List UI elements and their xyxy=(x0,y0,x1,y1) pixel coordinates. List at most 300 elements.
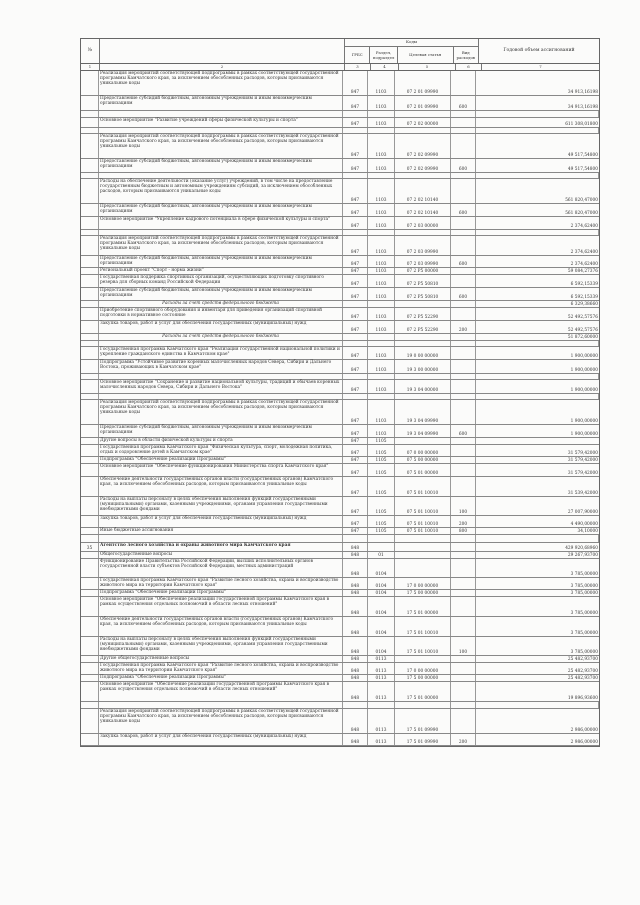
row-section xyxy=(368,535,395,542)
row-target: 19 3 04 00000 xyxy=(395,380,451,393)
row-name: Основное мероприятие "Обеспечение реализации государственной программы Камчатского края в рамках осуществления отдельных полномочий в области лесных отношений" xyxy=(99,597,343,616)
row-grbs: 847 xyxy=(343,308,368,320)
row-vid: 200 xyxy=(451,734,476,745)
row-number xyxy=(81,734,99,745)
row-target: 07 2 03 09990 xyxy=(395,256,451,267)
row-target: 07 2 P5 00000 xyxy=(395,268,451,274)
table-row xyxy=(81,438,599,445)
table-row xyxy=(81,464,599,477)
row-amount: 59 084,27376 xyxy=(567,268,598,274)
row-target: 07 2 02 00000 xyxy=(395,118,451,127)
row-vid xyxy=(451,656,476,662)
row-name: Реализация мероприятий соответствующей подпрограммы в рамках соответствующей государственной программы Камчатского края, за исключением обособленных расходов, которым присваиваются уникальные коды xyxy=(99,709,343,733)
row-amount: 1 900,00000 xyxy=(570,431,598,437)
table-row xyxy=(81,321,599,334)
row-amount xyxy=(476,111,599,117)
row-number xyxy=(81,217,99,229)
table-row xyxy=(81,71,599,96)
row-vid xyxy=(451,71,476,95)
row-grbs xyxy=(343,374,368,379)
row-target: 07 2 03 09990 xyxy=(395,236,451,255)
row-amount: 2 374,62400 xyxy=(570,249,598,255)
row-amount: 29 267,93700 xyxy=(567,552,598,558)
table-row xyxy=(81,179,599,204)
row-vid xyxy=(451,179,476,203)
row-number xyxy=(81,374,99,379)
table-row xyxy=(81,275,599,288)
row-number xyxy=(81,438,99,444)
row-number xyxy=(81,709,99,733)
row-amount: 52 492,57576 xyxy=(567,314,598,320)
row-amount: 3 785,00000 xyxy=(570,583,598,589)
row-grbs: 847 xyxy=(343,159,368,172)
table-row xyxy=(81,663,599,675)
row-name: Предоставление субсидий бюджетным, автономным учреждениям и иным некоммерческим организациям xyxy=(99,425,343,437)
table-row xyxy=(81,111,599,118)
row-section: 1103 xyxy=(368,347,395,359)
row-amount xyxy=(476,374,599,379)
row-amount: 34 913,16198 xyxy=(567,104,598,110)
row-grbs: 847 xyxy=(343,288,368,300)
row-grbs: 847 xyxy=(343,445,368,456)
row-vid xyxy=(451,217,476,229)
col-index: 3 xyxy=(345,64,371,70)
row-vid: 600 xyxy=(451,425,476,437)
row-target: 07 5 01 00000 xyxy=(395,464,451,476)
row-grbs: 848 xyxy=(343,617,368,636)
row-vid: 600 xyxy=(451,288,476,300)
row-name: Предоставление субсидий бюджетным, автономным учреждениям и иным некоммерческим организациям xyxy=(99,96,343,110)
row-number xyxy=(81,597,99,616)
row-target: 07 5 00 00000 xyxy=(395,457,451,463)
row-vid xyxy=(451,400,476,424)
table-row xyxy=(81,334,599,341)
row-number xyxy=(81,497,99,515)
row-grbs: 847 xyxy=(343,321,368,333)
row-vid xyxy=(451,438,476,444)
row-name xyxy=(99,111,343,117)
row-amount xyxy=(476,128,599,133)
row-target xyxy=(395,173,451,178)
row-name: Государственная программа Камчатского края "Развитие лесного хозяйства, охрана и воспроизводство животного мира на территории Камчатского края" xyxy=(99,578,343,589)
col-index: 5 xyxy=(399,64,456,70)
row-grbs xyxy=(343,111,368,117)
row-target: 19 3 00 00000 xyxy=(395,360,451,373)
row-section xyxy=(368,702,395,708)
row-grbs: 848 xyxy=(343,559,368,577)
table-row xyxy=(81,590,599,597)
row-section: 1105 xyxy=(368,438,395,444)
row-target xyxy=(395,552,451,558)
table-row xyxy=(81,301,599,308)
row-target: 07 2 02 10140 xyxy=(395,204,451,216)
row-vid xyxy=(451,675,476,681)
row-amount: 1 900,00000 xyxy=(570,367,598,373)
row-grbs: 847 xyxy=(343,516,368,527)
row-target xyxy=(395,128,451,133)
row-grbs xyxy=(343,128,368,133)
row-grbs: 847 xyxy=(343,360,368,373)
table-row xyxy=(81,288,599,301)
row-number xyxy=(81,445,99,456)
table-header xyxy=(81,39,599,64)
row-name: Основное мероприятие "Сохранение и развитие национальной культуры, традиций и обычаев коренных малочисленных народов Севера, Сибири и Дальнего Востока" xyxy=(99,380,343,393)
table-row xyxy=(81,617,599,637)
row-amount xyxy=(476,230,599,235)
row-section: 1103 xyxy=(368,380,395,393)
row-grbs: 847 xyxy=(343,204,368,216)
row-grbs: 848 xyxy=(343,590,368,596)
row-grbs xyxy=(343,702,368,708)
row-grbs: 847 xyxy=(343,528,368,534)
row-amount: 49 517,54800 xyxy=(567,166,598,172)
row-section: 1103 xyxy=(368,321,395,333)
row-number xyxy=(81,341,99,346)
row-target: 07 2 P5 52290 xyxy=(395,321,451,333)
row-grbs: 848 xyxy=(343,597,368,616)
row-target xyxy=(395,111,451,117)
table-row xyxy=(81,682,599,702)
row-amount: 51 872,60000 xyxy=(567,334,598,340)
row-section: 0113 xyxy=(368,709,395,733)
row-target: 17 5 01 00000 xyxy=(395,682,451,701)
table-row xyxy=(81,734,599,746)
row-section xyxy=(368,111,395,117)
row-name: Основное мероприятие "Развитие учреждений сферы физической культуры и спорта" xyxy=(99,118,343,127)
row-section: 0104 xyxy=(368,637,395,655)
row-section xyxy=(368,230,395,235)
row-target: 07 2 01 09990 xyxy=(395,96,451,110)
column-index-row xyxy=(81,64,599,71)
row-section: 0104 xyxy=(368,590,395,596)
table-row xyxy=(81,268,599,275)
row-section xyxy=(368,394,395,399)
table-row xyxy=(81,702,599,709)
row-target: 07 2 P5 50810 xyxy=(395,275,451,287)
row-amount: 6 592,15339 xyxy=(570,294,598,300)
row-section: 0113 xyxy=(368,682,395,701)
row-section: 0113 xyxy=(368,734,395,745)
row-amount: 2 986,00000 xyxy=(570,727,598,733)
row-number xyxy=(81,675,99,681)
row-number xyxy=(81,308,99,320)
row-number: 35 xyxy=(81,543,99,551)
row-grbs xyxy=(343,394,368,399)
row-name: Обеспечение деятельности государственных органов власти (государственных органов) Камчатского края, за исключением обособленных расходов, которым присваиваются уникальные коды xyxy=(99,617,343,636)
row-grbs: 848 xyxy=(343,675,368,681)
row-name: Приобретение спортивного оборудования и инвентаря для приведения организаций спортивной подготовки в нормативное состояние xyxy=(99,308,343,320)
row-grbs xyxy=(343,535,368,542)
row-target: 17 5 01 10010 xyxy=(395,637,451,655)
table-row xyxy=(81,360,599,374)
row-section: 1103 xyxy=(368,268,395,274)
row-name xyxy=(99,374,343,379)
row-target xyxy=(395,559,451,577)
row-section: 0113 xyxy=(368,663,395,674)
row-grbs xyxy=(343,301,368,307)
row-amount: 611 308,01800 xyxy=(565,121,598,127)
row-name: Реализация мероприятий соответствующей подпрограммы в рамках соответствующей государственной программы Камчатского края, за исключением обособленных расходов, которым присваиваются уникальные коды xyxy=(99,400,343,424)
row-target xyxy=(395,341,451,346)
row-vid xyxy=(451,230,476,235)
row-section: 1103 xyxy=(368,360,395,373)
row-vid: 100 xyxy=(451,637,476,655)
col-vid-header: Вид расходов xyxy=(456,49,476,60)
row-number xyxy=(81,360,99,373)
row-name: Иные бюджетные ассигнования xyxy=(99,528,343,534)
row-name: Государственная программа Камчатского края "Развитие лесного хозяйства, охрана и воспроизводство животного мира на территории Камчатского края" xyxy=(99,663,343,674)
row-name: Подпрограмма "Обеспечение реализации Программы" xyxy=(99,457,343,463)
row-grbs: 847 xyxy=(343,275,368,287)
row-vid: 600 xyxy=(451,256,476,267)
row-grbs: 847 xyxy=(343,217,368,229)
row-vid xyxy=(451,334,476,340)
table-row xyxy=(81,543,599,552)
row-amount: 25 482,93700 xyxy=(567,656,598,662)
row-vid xyxy=(451,360,476,373)
row-number xyxy=(81,702,99,708)
row-vid xyxy=(451,118,476,127)
table-row xyxy=(81,675,599,682)
row-section: 1105 xyxy=(368,477,395,496)
row-vid: 800 xyxy=(451,528,476,534)
row-target xyxy=(395,543,451,551)
row-section: 1105 xyxy=(368,445,395,456)
row-name: Подпрограмма "Обеспечение реализации Программы" xyxy=(99,590,343,596)
row-name: Закупка товаров, работ и услуг для обеспечения государственных (муниципальных) нужд xyxy=(99,734,343,745)
row-name xyxy=(99,173,343,178)
row-vid: 600 xyxy=(451,159,476,172)
codes-header: Коды xyxy=(345,39,478,47)
row-section: 0104 xyxy=(368,617,395,636)
row-section: 1103 xyxy=(368,179,395,203)
row-section: 01 xyxy=(368,552,395,558)
table-body xyxy=(81,71,599,746)
row-section: 0104 xyxy=(368,578,395,589)
row-number xyxy=(81,425,99,437)
row-amount: 34,10000 xyxy=(577,528,598,534)
row-number xyxy=(81,268,99,274)
col-number-header: № xyxy=(81,39,100,63)
table-row xyxy=(81,578,599,590)
table-row xyxy=(81,552,599,559)
row-section: 0104 xyxy=(368,559,395,577)
row-grbs: 847 xyxy=(343,256,368,267)
table-row xyxy=(81,637,599,656)
row-grbs: 848 xyxy=(343,734,368,745)
row-name: Подпрограмма "Обеспечение реализации Программы" xyxy=(99,675,343,681)
row-target: 19 0 00 00000 xyxy=(395,347,451,359)
row-grbs: 847 xyxy=(343,118,368,127)
row-section: 1103 xyxy=(368,71,395,95)
row-name: Другие вопросы в области физической культуры и спорта xyxy=(99,438,343,444)
row-vid xyxy=(451,464,476,476)
row-number xyxy=(81,535,99,542)
row-amount: 25 482,93700 xyxy=(567,668,598,674)
row-target: 07 2 02 09990 xyxy=(395,134,451,158)
row-vid: 600 xyxy=(451,204,476,216)
row-section xyxy=(368,374,395,379)
row-name: Основное мероприятие "Обеспечение функционирования Министерства спорта Камчатского края" xyxy=(99,464,343,476)
table-row xyxy=(81,445,599,457)
row-name: Расходы за счет средств федерального бюджета xyxy=(99,334,343,340)
row-section: 0104 xyxy=(368,597,395,616)
row-amount: 19 896,93600 xyxy=(567,695,598,701)
row-grbs: 847 xyxy=(343,464,368,476)
row-vid xyxy=(451,445,476,456)
table-row xyxy=(81,118,599,128)
row-section: 1105 xyxy=(368,457,395,463)
table-row xyxy=(81,709,599,734)
row-name: Предоставление субсидий бюджетным, автономным учреждениям и иным некоммерческим организациям xyxy=(99,204,343,216)
row-number xyxy=(81,477,99,496)
row-number xyxy=(81,617,99,636)
row-vid xyxy=(451,236,476,255)
row-number xyxy=(81,637,99,655)
row-grbs: 848 xyxy=(343,709,368,733)
row-number xyxy=(81,275,99,287)
table-row xyxy=(81,96,599,111)
table-row xyxy=(81,204,599,217)
table-row xyxy=(81,217,599,230)
row-number xyxy=(81,394,99,399)
row-vid xyxy=(451,134,476,158)
row-grbs: 847 xyxy=(343,438,368,444)
row-grbs: 847 xyxy=(343,268,368,274)
row-amount: 561 820,47000 xyxy=(565,210,598,216)
table-row xyxy=(81,528,599,535)
row-section xyxy=(368,173,395,178)
row-name: Общегосударственные вопросы xyxy=(99,552,343,558)
row-amount: 2 986,00000 xyxy=(570,739,598,745)
row-amount: 31 579,42000 xyxy=(567,470,598,476)
row-vid xyxy=(451,597,476,616)
row-number xyxy=(81,179,99,203)
row-amount xyxy=(476,702,599,708)
row-name: Основное мероприятие "Обеспечение реализации государственной программы Камчатского края в рамках осуществления отдельных полномочий в области лесных отношений" xyxy=(99,682,343,701)
col-index: 4 xyxy=(371,64,399,70)
row-name: Расходы за счет средств федерального бюджета xyxy=(99,301,343,307)
row-section: 0113 xyxy=(368,656,395,662)
row-target: 17 5 01 00000 xyxy=(395,597,451,616)
row-target xyxy=(395,230,451,235)
col-grbs-header: ГРБС xyxy=(345,47,370,63)
row-vid xyxy=(451,559,476,577)
row-name xyxy=(99,341,343,346)
row-number xyxy=(81,347,99,359)
table-row xyxy=(81,380,599,394)
row-vid xyxy=(451,552,476,558)
row-number xyxy=(81,111,99,117)
row-target xyxy=(395,374,451,379)
table-row xyxy=(81,400,599,425)
row-grbs: 848 xyxy=(343,552,368,558)
row-amount: 1 900,00000 xyxy=(570,387,598,393)
row-target: 07 0 00 00000 xyxy=(395,445,451,456)
table-row xyxy=(81,159,599,173)
row-section: 1103 xyxy=(368,308,395,320)
row-vid: 100 xyxy=(451,497,476,515)
row-grbs: 847 xyxy=(343,497,368,515)
table-row xyxy=(81,308,599,321)
row-number xyxy=(81,288,99,300)
row-vid xyxy=(451,394,476,399)
col-section-header: Раздел, подраздел xyxy=(370,47,397,63)
row-name: Реализация мероприятий соответствующей подпрограммы в рамках соответствующей государственной программы Камчатского края, за исключением обособленных расходов, которым присваиваются уникальные коды xyxy=(99,236,343,255)
row-target: 17 5 01 09990 xyxy=(395,709,451,733)
row-amount: 1 900,00000 xyxy=(570,418,598,424)
row-target xyxy=(395,438,451,444)
row-amount: 429 920,68960 xyxy=(565,545,598,551)
table-row xyxy=(81,425,599,438)
row-amount: 3 785,00000 xyxy=(570,649,598,655)
row-vid xyxy=(451,347,476,359)
row-amount: 1 900,00000 xyxy=(570,353,598,359)
row-target xyxy=(395,394,451,399)
row-vid xyxy=(451,535,476,542)
row-vid xyxy=(451,702,476,708)
row-name: Государственная поддержка спортивных организаций, осуществляющих подготовку спортивного резерва для сборных команд Российской Федерации xyxy=(99,275,343,287)
row-amount: 31 539,42000 xyxy=(567,490,598,496)
row-amount: 561 820,47000 xyxy=(565,197,598,203)
row-number xyxy=(81,578,99,589)
row-amount: 3 785,00000 xyxy=(570,610,598,616)
row-name: Предоставление субсидий бюджетным, автономным учреждениям и иным некоммерческим организациям xyxy=(99,288,343,300)
row-vid xyxy=(451,682,476,701)
row-section: 1105 xyxy=(368,464,395,476)
row-name: Расходы на обеспечение деятельности (оказание услуг) учреждений, в том числе на предоставление государственным бюджетным и автономным учреждениям субсидий, за исключением обособленных расходов, которым присваиваются уникальные коды xyxy=(99,179,343,203)
row-grbs: 847 xyxy=(343,347,368,359)
row-number xyxy=(81,682,99,701)
row-name: Агентство лесного хозяйства и охраны животного мира Камчатского края xyxy=(99,543,343,551)
row-target: 07 5 01 10010 xyxy=(395,497,451,515)
col-total-header: Годовой объем ассигнований xyxy=(503,48,575,54)
row-vid xyxy=(451,663,476,674)
row-amount: 52 492,57576 xyxy=(567,327,598,333)
row-section: 1103 xyxy=(368,275,395,287)
row-name: Реализация мероприятий соответствующей подпрограммы в рамках соответствующей государственной программы Камчатского края, за исключением обособленных расходов, которым присваиваются уникальные коды xyxy=(99,134,343,158)
row-name xyxy=(99,230,343,235)
row-vid xyxy=(451,374,476,379)
row-section xyxy=(368,543,395,551)
row-target: 07 2 01 09990 xyxy=(395,71,451,95)
row-section: 1105 xyxy=(368,497,395,515)
table-row xyxy=(81,516,599,528)
row-amount: 27 007,90000 xyxy=(567,509,598,515)
row-amount: 2 374,62400 xyxy=(570,261,598,267)
row-section xyxy=(368,128,395,133)
row-name xyxy=(99,702,343,708)
row-vid xyxy=(451,111,476,117)
row-number xyxy=(81,400,99,424)
row-vid xyxy=(451,578,476,589)
row-amount: 31 579,42000 xyxy=(567,450,598,456)
row-section xyxy=(368,341,395,346)
row-name: Государственная программа Камчатского края "Реализация государственной национальной политики и укрепление гражданского единства в Камчатском крае" xyxy=(99,347,343,359)
row-target: 07 5 01 10010 xyxy=(395,528,451,534)
table-row xyxy=(81,256,599,268)
row-vid xyxy=(451,308,476,320)
col-index: 1 xyxy=(81,64,100,70)
row-section: 1103 xyxy=(368,134,395,158)
table-row xyxy=(81,347,599,360)
row-amount: 3 785,00000 xyxy=(570,571,598,577)
row-vid xyxy=(451,268,476,274)
row-number xyxy=(81,552,99,558)
row-target: 17 0 00 00000 xyxy=(395,578,451,589)
row-name xyxy=(99,535,343,542)
row-name: Расходы на выплаты персоналу в целях обеспечения выполнения функций государственными (муниципальными) органами, казенными учреждениями, органами управления государственными внебюджетными фондами xyxy=(99,637,343,655)
